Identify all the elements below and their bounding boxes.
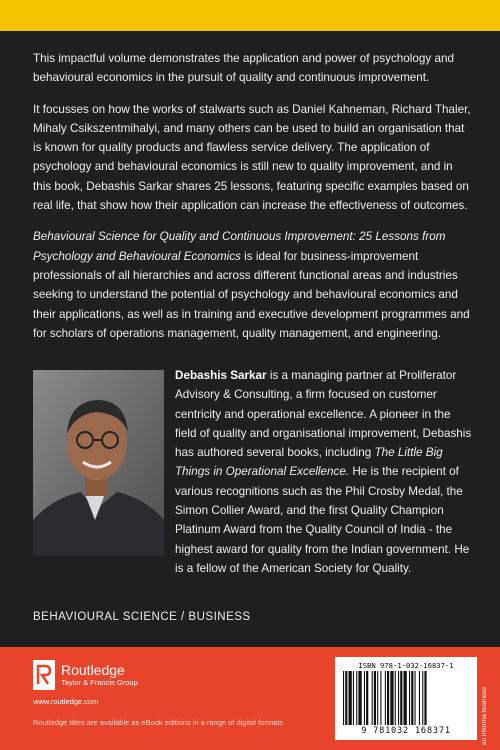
description-paragraph-3-text: is ideal for business-improvement professionals of all hierarchies and across different functional areas and industries seeking to understand the potential of psychology and behavioural economics and their applications, as well as in training and executive development programmes and for scholars of operations management, quality management, and engineering. xyxy=(33,249,470,340)
author-photo xyxy=(33,370,164,556)
author-name: Debashis Sarkar xyxy=(175,369,267,382)
description-section xyxy=(33,49,473,355)
informa-tag: an informa business xyxy=(481,686,488,745)
ebook-note: Routledge titles are available as eBook editions in a range of digital formats xyxy=(33,718,284,727)
description-paragraph-3 xyxy=(33,227,473,343)
routledge-logo-icon xyxy=(33,660,55,690)
description-paragraph-2: It focusses on how the works of stalwarts such as Daniel Kahneman, Richard Thaler, Mihaly Csikszentmihalyi, and many others can be used to build an organisation that is known for quality products and flawless service delivery. The application of psychology and behavioural economics is still new to quality improvement, and in this book, Debashis Sarkar shares 25 lessons, featuring specific examples based on real life, that show how their application can increase the effectiveness of outcomes. xyxy=(33,102,471,213)
barcode-box xyxy=(335,657,477,740)
book-title-italic: Behavioural Science for Quality and Continuous Improvement: 25 Lessons from Psychology and Behavioural Economics xyxy=(33,230,446,263)
publisher-logo xyxy=(33,660,138,690)
isbn-label: ISBN 978-1-032-16837-1 xyxy=(358,661,454,670)
author-book-title: The Little Big Things in Operational Excellence. xyxy=(175,446,443,479)
author-bio-text-2: He is the recipient of various recognitions such as the Phil Crosby Medal, the Simon Collier Award, and the first Quality Champion Platinum Award from the Quality Council of India - the highest award for quality from the Indian government. He is a fellow of the American Society for Quality. xyxy=(175,465,470,575)
subject-category: BEHAVIOURAL SCIENCE / BUSINESS xyxy=(33,611,251,623)
barcode-number: 9 781032 168371 xyxy=(361,726,451,736)
publisher-group: Taylor & Francis Group xyxy=(61,678,138,687)
barcode-icon xyxy=(343,671,469,725)
publisher-website: www.routledge.com xyxy=(33,697,99,706)
author-section xyxy=(33,366,473,575)
author-bio xyxy=(175,366,475,578)
publisher-name: Routledge xyxy=(61,662,125,678)
description-paragraph-1: This impactful volume demonstrates the application and power of psychology and behavioural economics in the pursuit of quality and continuous improvement. xyxy=(33,52,454,85)
author-bio-text-1: is a managing partner at Proliferator Advisory & Consulting, a firm focused on customer centricity and operational excellence. A pioneer in the field of quality and organisational improvement, Debashis has authored several books, including xyxy=(175,369,472,460)
top-color-band xyxy=(0,0,500,31)
